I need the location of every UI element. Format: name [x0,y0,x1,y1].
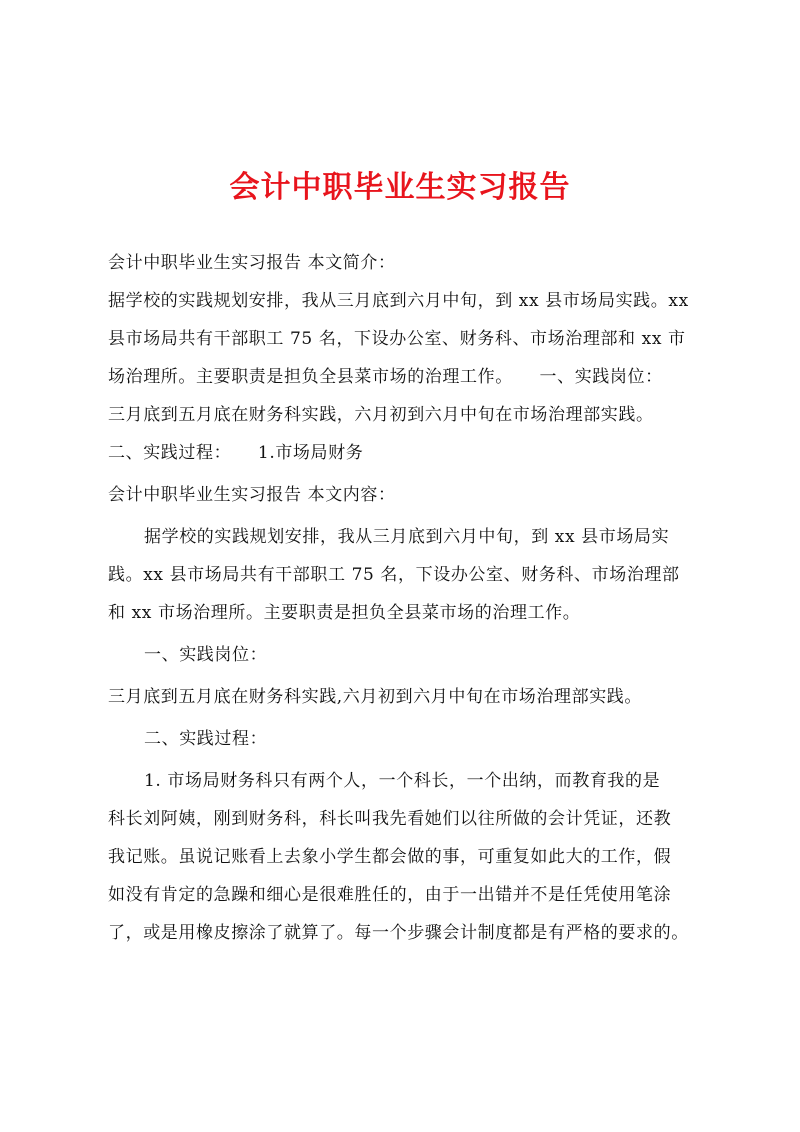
section1-heading: 一、实践岗位： [144,645,268,665]
section2-para-line-1: 1. 市场局财务科只有两个人，一个科长，一个出纳，而教育我的是 [144,771,661,791]
section2-para-line-5: 了，或是用橡皮擦涂了就算了。每一个步骤会计制度都是有严格的要求的。 [108,923,689,943]
summary-line-6: 二、实践过程： 1.市场局财务 [108,443,364,463]
content-para1-line-2: 践。xx 县市场局共有干部职工 75 名，下设办公室、财务科、市场治理部 [108,565,680,585]
document-body [108,244,708,952]
content-para1-line-3: 和 xx 市场治理所。主要职责是担负全县菜市场的治理工作。 [108,603,581,623]
section2-para-line-2: 科长刘阿姨，刚到财务科，科长叫我先看她们以往所做的会计凭证，还教 [108,809,672,829]
summary-line-5: 三月底到五月底在财务科实践，六月初到六月中旬在市场治理部实践。 [108,405,654,425]
content-heading: 会计中职毕业生实习报告 本文内容： [108,485,396,505]
summary-line-2: 据学校的实践规划安排，我从三月底到六月中旬，到 xx 县市场局实践。xx [108,291,689,311]
summary-line-3: 县市场局共有干部职工 75 名，下设办公室、财务科、市场治理部和 xx 市 [108,329,686,349]
document-title: 会计中职毕业生实习报告 [229,170,571,205]
section2-heading: 二、实践过程： [144,729,268,749]
summary-line-1: 会计中职毕业生实习报告 本文简介： [108,253,396,273]
summary-line-4: 场治理所。主要职责是担负全县菜市场的治理工作。 一、实践岗位： [108,367,663,387]
content-para1-line-1: 据学校的实践规划安排，我从三月底到六月中旬，到 xx 县市场局实 [144,527,670,547]
section2-para-line-3: 我记账。虽说记账看上去象小学生都会做的事，可重复如此大的工作，假 [108,847,672,867]
section1-text: 三月底到五月底在财务科实践,六月初到六月中旬在市场治理部实践。 [108,687,643,707]
section2-para-line-4: 如没有肯定的急躁和细心是很难胜任的，由于一出错并不是任凭使用笔涂 [108,885,672,905]
